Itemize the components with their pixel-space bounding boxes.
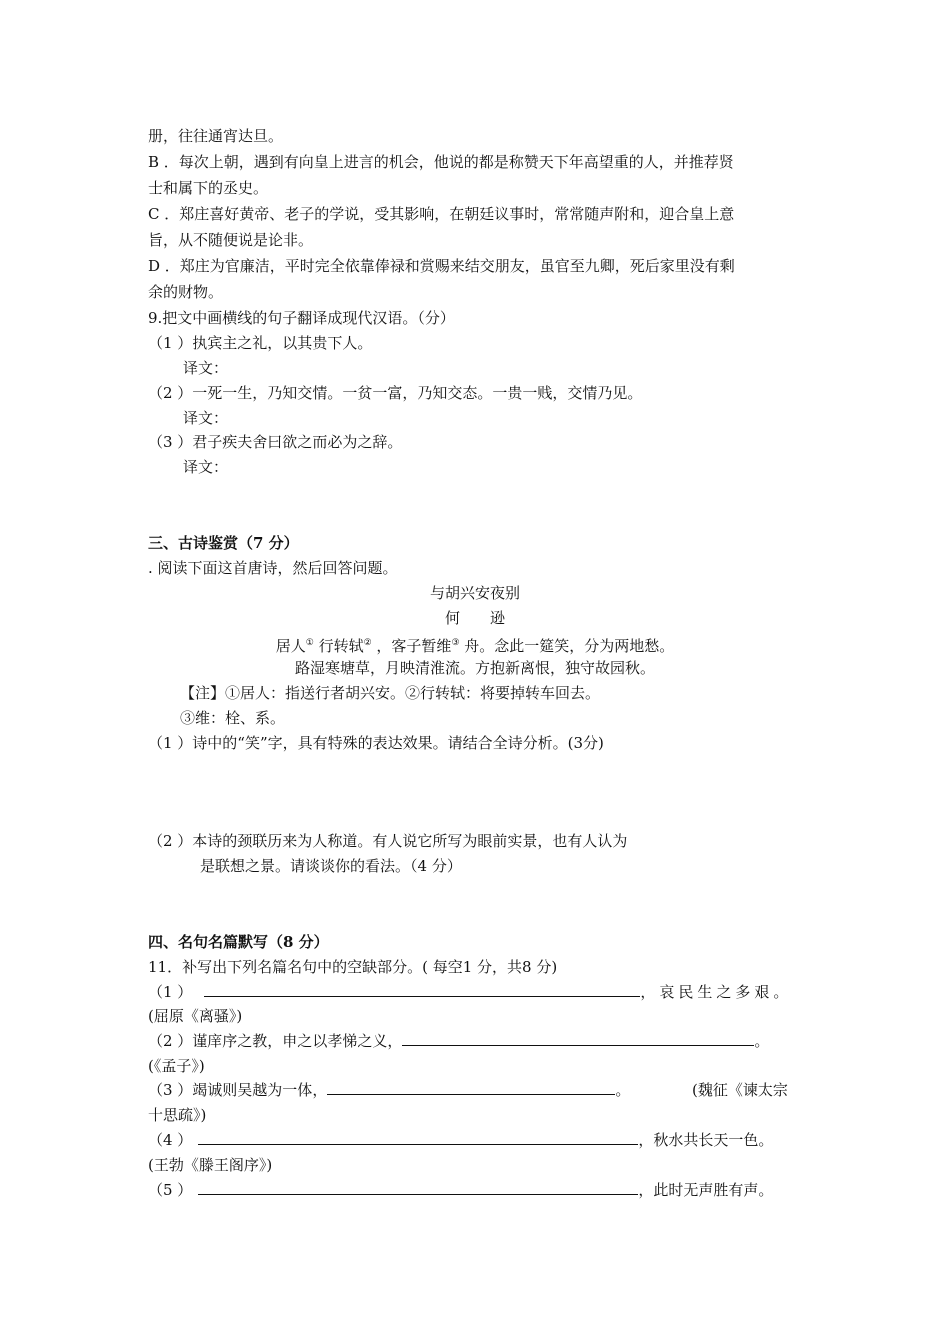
- option-a-continuation: 册，往往通宵达旦。: [148, 127, 284, 145]
- option-b-line2: 士和属下的丞史。: [148, 179, 269, 197]
- translation-label-3: 译文：: [183, 458, 229, 476]
- recite-source-4: (王勃《滕王阁序》): [148, 1156, 273, 1174]
- option-d-line2: 余的财物。: [148, 283, 224, 301]
- footnote-marker-3: ③: [451, 638, 460, 648]
- question-9-item-1: （1 ）执宾主之礼，以其贵下人。: [148, 334, 373, 352]
- recite-item-1: （1 ） ，哀民生之多艰。: [148, 983, 793, 1001]
- recite-item-3: （3 ）竭诚则吴越为一体， 。: [148, 1081, 631, 1099]
- translation-label-2: 译文：: [183, 409, 229, 427]
- footnote-marker-1: ①: [305, 638, 314, 648]
- poem-note-2: ③维：栓、系。: [180, 709, 286, 727]
- option-c-line1: C ．郑庄喜好黄帝、老子的学说，受其影响，在朝廷议事时，常常随声附和，迎合皇上意: [148, 205, 735, 223]
- section-3-intro: . 阅读下面这首唐诗，然后回答问题。: [148, 559, 398, 577]
- recite-item-5: （5 ） ，此时无声胜有声。: [148, 1181, 774, 1199]
- section-4-heading: 四、名句名篇默写（8 分）: [148, 933, 329, 951]
- poem-question-2-line2: 是联想之景。请谈谈你的看法。（4 分）: [200, 857, 462, 875]
- option-d-line1: D ．郑庄为官廉洁，平时完全依靠俸禄和赏赐来结交朋友，虽官至九卿，死后家里没有剩: [148, 257, 735, 275]
- answer-blank-3[interactable]: [327, 1080, 615, 1095]
- section-3-heading: 三、古诗鉴赏（7 分）: [148, 534, 299, 552]
- poem-question-2-line1: （2 ）本诗的颈联历来为人称道。有人说它所写为眼前实景，也有人认为: [148, 832, 628, 850]
- answer-blank-5[interactable]: [198, 1180, 638, 1195]
- poem-author: 何 逊: [444, 609, 505, 627]
- question-11: 11．补写出下列名篇名句中的空缺部分。( 每空1 分，共8 分): [148, 958, 558, 976]
- recite-source-3-line1: (魏征《谏太宗: [692, 1081, 788, 1099]
- poem-line-2: 路湿寒塘草，月映清淮流。方抱新离恨，独守故园秋。: [294, 659, 655, 677]
- answer-blank-4[interactable]: [198, 1130, 638, 1145]
- question-9: 9.把文中画横线的句子翻译成现代汉语。（分）: [148, 309, 455, 327]
- recite-source-1: (屈原《离骚》): [148, 1007, 243, 1025]
- recite-item-4: （4 ） ，秋水共长天一色。: [148, 1131, 774, 1149]
- question-9-item-2: （2 ）一死一生，乃知交情。一贫一富，乃知交态。一贵一贱，交情乃见。: [148, 384, 643, 402]
- recite-item-2: （2 ）谨庠序之教，申之以孝悌之义， 。: [148, 1032, 770, 1050]
- question-9-item-3: （3 ）君子疾夫舍曰欲之而必为之辞。: [148, 433, 403, 451]
- poem-line-1: 居人① 行转轼② ，客子暂维③ 舟。念此一筵笑，分为两地愁。: [275, 637, 675, 655]
- poem-title: 与胡兴安夜别: [429, 584, 520, 602]
- option-b-line1: B ．每次上朝，遇到有向皇上进言的机会，他说的都是称赞天下年高望重的人，并推荐贤: [148, 153, 734, 171]
- footnote-marker-2: ②: [363, 638, 372, 648]
- answer-blank-1[interactable]: [204, 982, 640, 997]
- translation-label-1: 译文：: [183, 359, 229, 377]
- poem-question-1: （1 ）诗中的“笑”字，具有特殊的表达效果。请结合全诗分析。(3分): [148, 734, 604, 752]
- recite-source-3-line2: 十思疏》): [148, 1106, 207, 1124]
- poem-note-1: 【注】①居人：指送行者胡兴安。②行转轼：将要掉转车回去。: [180, 684, 601, 702]
- option-c-line2: 旨，从不随便说是论非。: [148, 231, 314, 249]
- recite-source-2: (《孟子》): [148, 1057, 205, 1075]
- answer-blank-2[interactable]: [402, 1031, 754, 1046]
